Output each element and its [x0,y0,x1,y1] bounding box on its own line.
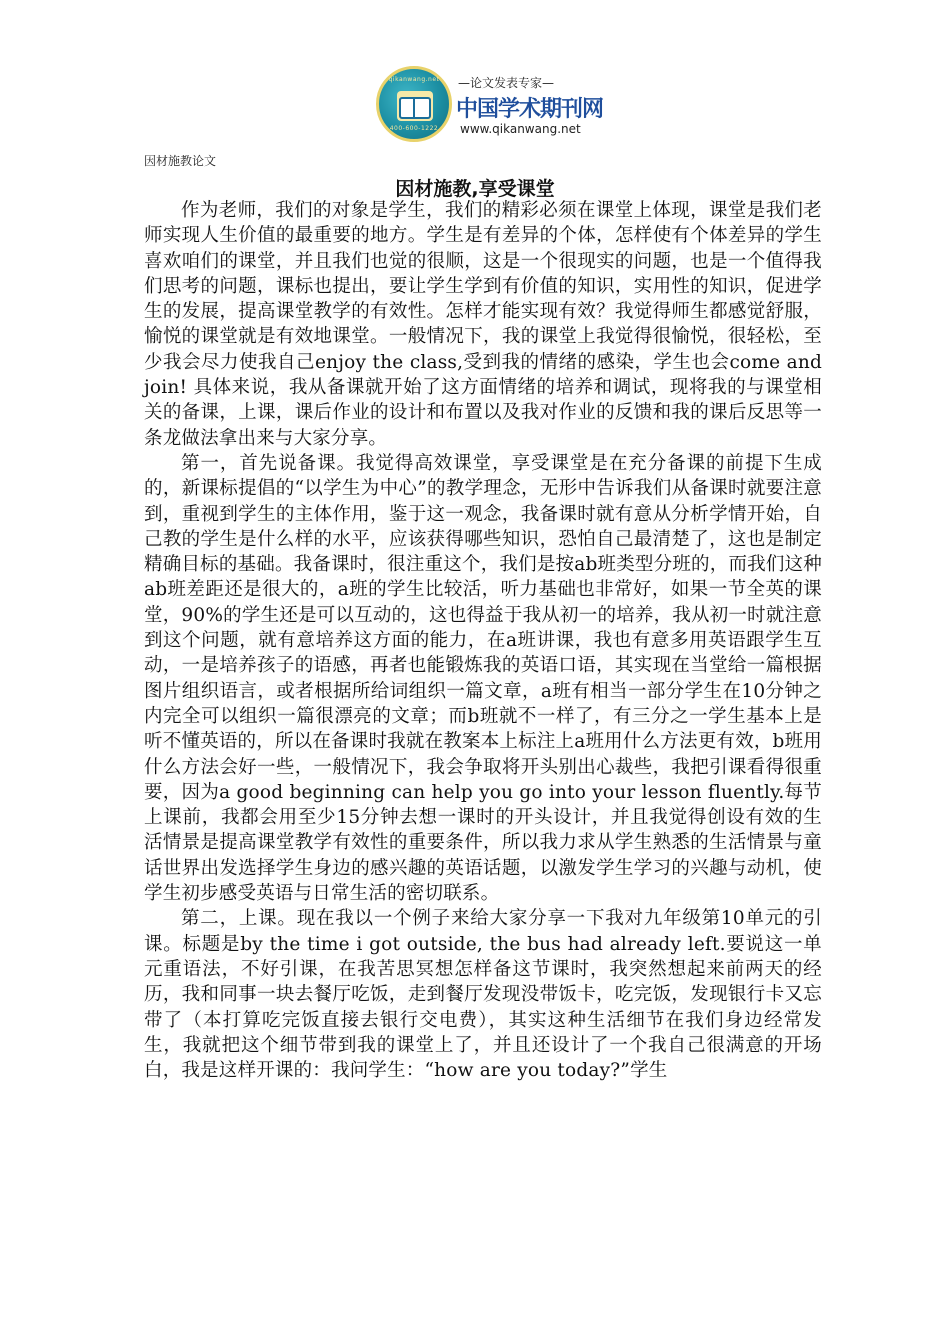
open-book-icon [397,91,433,121]
logo-url: www.qikanwang.net [460,122,581,136]
paragraph-class: 第二，上课。现在我以一个例子来给大家分享一下我对九年级第10单元的引课。标题是by the time i got outside, the bus had already left.要说这一单元重语法，不好引课，在我苦思冥想怎样备这节课时，我突然想起来前两天的经历，我和同事一块去餐厅吃饭，走到餐厅发现没带饭卡，吃完饭，发现银行卡又忘带了（本打算吃完饭直接去银行交电费），其实这种生活细节在我们身边经常发生，我就把这个细节带到我的课堂上了，并且还设计了一个我自己很满意的开场白，我是这样开课的：我问学生：“how are you today?”学生 [144,908,822,1082]
site-logo [376,62,604,148]
logo-ring-top-text: qikanwang.net [388,76,440,83]
logo-ring-bottom-text: 400-600-1222 [389,125,439,132]
document-body [144,198,822,1083]
logo-emblem [376,66,452,142]
paragraph-lesson-prep: 第一，首先说备课。我觉得高效课堂，享受课堂是在充分备课的前提下生成的，新课标提倡的“以学生为中心”的教学理念，无形中告诉我们从备课时就要注意到，重视到学生的主体作用，鉴于这一观念，我备课时就有意从分析学情开始，自己教的学生是什么样的水平，应该获得哪些知识，恐怕自己最清楚了，这也是制定精确目标的基础。我备课时，很注重这个，我们是按ab班类型分班的，而我们这种ab班差距还是很大的，a班的学生比较活，听力基础也非常好，如果一节全英的课堂，90%的学生还是可以互动的，这也得益于我从初一的培养，我从初一时就注意到这个问题，就有意培养这方面的能力，在a班讲课，我也有意多用英语跟学生互动，一是培养孩子的语感，再者也能锻炼我的英语口语，其实现在当堂给一篇根据图片组织语言，或者根据所给词组织一篇文章，a班有相当一部分学生在10分钟之内完全可以组织一篇很漂亮的文章；而b班就不一样了，有三分之一学生基本上是听不懂英语的，所以在备课时我就在教案本上标注上a班用什么方法更有效，b班用什么方法会好一些，一般情况下，我会争取将开头别出心裁些，我把引课看得很重要，因为a good beginning can help you go into your lesson fluently.每节上课前，我都会用至少15分钟去想一课时的开头设计，并且我觉得创设有效的生活情景是提高课堂教学有效性的重要条件，所以我力求从学生熟悉的生活情景与童话世界出发选择学生身边的感兴趣的英语话题，以激发学生学习的兴趣与动机，使学生初步感受英语与日常生活的密切联系。 [144,452,822,905]
logo-slogan: —论文发表专家— [458,76,555,90]
document-title: 因材施教,享受课堂 [395,178,555,200]
paragraph-intro: 作为老师，我们的对象是学生，我们的精彩必须在课堂上体现，课堂是我们老师实现人生价值的最重要的地方。学生是有差异的个体，怎样使有个体差异的学生喜欢咱们的课堂，并且我们也觉的很顺，这是一个很现实的问题，也是一个值得我们思考的问题，课标也提出，要让学生学到有价值的知识，实用性的知识，促进学生的发展，提高课堂教学的有效性。怎样才能实现有效？我觉得师生都感觉舒服，愉悦的课堂就是有效地课堂。一般情况下，我的课堂上我觉得很愉悦，很轻松，至少我会尽力使我自己enjoy the class,受到我的情绪的感染，学生也会come and join! 具体来说，我从备课就开始了这方面情绪的培养和调试，现将我的与课堂相关的备课，上课，课后作业的设计和布置以及我对作业的反馈和我的课后反思等一条龙做法拿出来与大家分享。 [144,200,822,449]
logo-name: 中国学术期刊网 [456,97,604,122]
document-label: 因材施教论文 [144,154,217,168]
